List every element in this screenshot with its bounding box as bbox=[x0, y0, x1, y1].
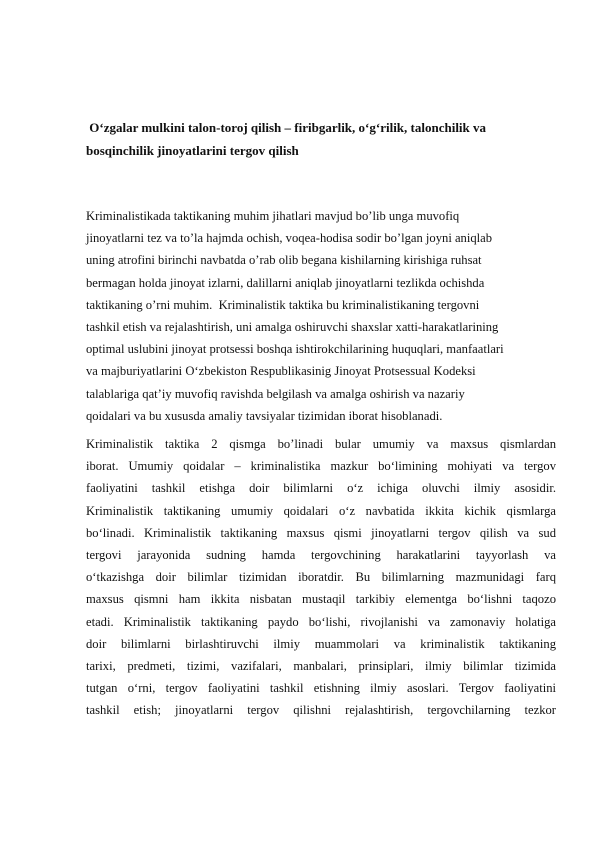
paragraph-line: qoidalari va bu xususda amaliy tavsiyalar tizimidan iborat hisoblanadi. bbox=[86, 408, 443, 423]
paragraph-line: bermagan holda jinoyat izlarni, dalillarni aniqlab jinoyatlarni tezlikda ochishda bbox=[86, 275, 485, 290]
paragraph-line: tashkil etish; jinoyatlarni tergov qilishni rejalashtirish, tergovchilarning tezkor bbox=[86, 703, 556, 718]
paragraph-1 bbox=[86, 205, 556, 427]
paragraph-line: tashkil etish va rejalashtirish, uni amalga oshiruvchi shaxslar xatti-harakatlarining bbox=[86, 320, 499, 335]
document-heading bbox=[86, 116, 526, 162]
paragraph-line: tergovi jarayonida sudning hamda tergovchining harakatlarini tayyorlash va bbox=[86, 548, 556, 563]
paragraph-line: uning atrofini birinchi navbatda o’rab olib begana kishilarning kirishiga ruhsat bbox=[86, 253, 482, 268]
paragraph-line: tarixi, predmeti, tizimi, vazifalari, manbalari, prinsiplari, ilmiy bilimlar tizimida bbox=[86, 659, 556, 674]
paragraph-line: faoliyatini tashkil etishga doir bilimlarni o‘z ichiga oluvchi ilmiy asosidir. bbox=[86, 481, 556, 496]
paragraph-line: doir bilimlarni birlashtiruvchi ilmiy muammolari va kriminalistik taktikaning bbox=[86, 636, 556, 651]
paragraph-line: taktikaning o’rni muhim. Kriminalistik taktika bu kriminalistikaning tergovni bbox=[86, 297, 480, 312]
paragraph-line: Kriminalistikada taktikaning muhim jihatlari mavjud bo’lib unga muvofiq bbox=[86, 209, 460, 223]
paragraph-line: tutgan o‘rni, tergov faoliyatini tashkil etishning ilmiy asoslari. Tergov faoliyatini bbox=[86, 681, 556, 696]
paragraph-line: maxsus qismni ham ikkita nisbatan mustaqil tarkibiy elementga bo‘lishni taqozo bbox=[86, 592, 556, 607]
paragraph-line: iborat. Umumiy qoidalar – kriminalistika mazkur bo‘limining mohiyati va tergov bbox=[86, 459, 556, 474]
paragraph-line: optimal uslubini jinoyat protsessi boshqa ishtirokchilarining huquqlari, manfaatlari bbox=[86, 342, 504, 357]
heading-line: bosqinchilik jinoyatlarini tergov qilish bbox=[86, 143, 299, 158]
paragraph-line: etadi. Kriminalistik taktikaning paydo bo‘lishi, rivojlanishi va zamonaviy holatiga bbox=[86, 614, 556, 629]
paragraph-line: o‘tkazishga doir bilimlar tizimidan iboratdir. Bu bilimlarning mazmunidagi farq bbox=[86, 570, 556, 585]
paragraph-line: Kriminalistik taktika 2 qismga bo’linadi bular umumiy va maxsus qismlardan bbox=[86, 437, 556, 451]
paragraph-line: Kriminalistik taktikaning umumiy qoidalari o‘z navbatida ikkita kichik qismlarga bbox=[86, 503, 556, 518]
heading-line: O‘zgalar mulkini talon-toroj qilish – firibgarlik, o‘g‘rilik, talonchilik va bbox=[86, 120, 487, 135]
paragraph-line: jinoyatlarni tez va to’la hajmda ochish, voqea-hodisa sodir bo’lgan joyni aniqlab bbox=[86, 231, 493, 246]
paragraph-line: bo‘linadi. Kriminalistik taktikaning maxsus qismi jinoyatlarni tergov qilish va sud bbox=[86, 525, 556, 540]
paragraph-line: va majburiyatlarini O‘zbekiston Respublikasinig Jinoyat Protsessual Kodeksi bbox=[86, 364, 476, 379]
paragraph-line: talablariga qat’iy muvofiq ravishda belgilash va amalga oshirish va nazariy bbox=[86, 386, 465, 401]
paragraph-2 bbox=[86, 433, 556, 722]
